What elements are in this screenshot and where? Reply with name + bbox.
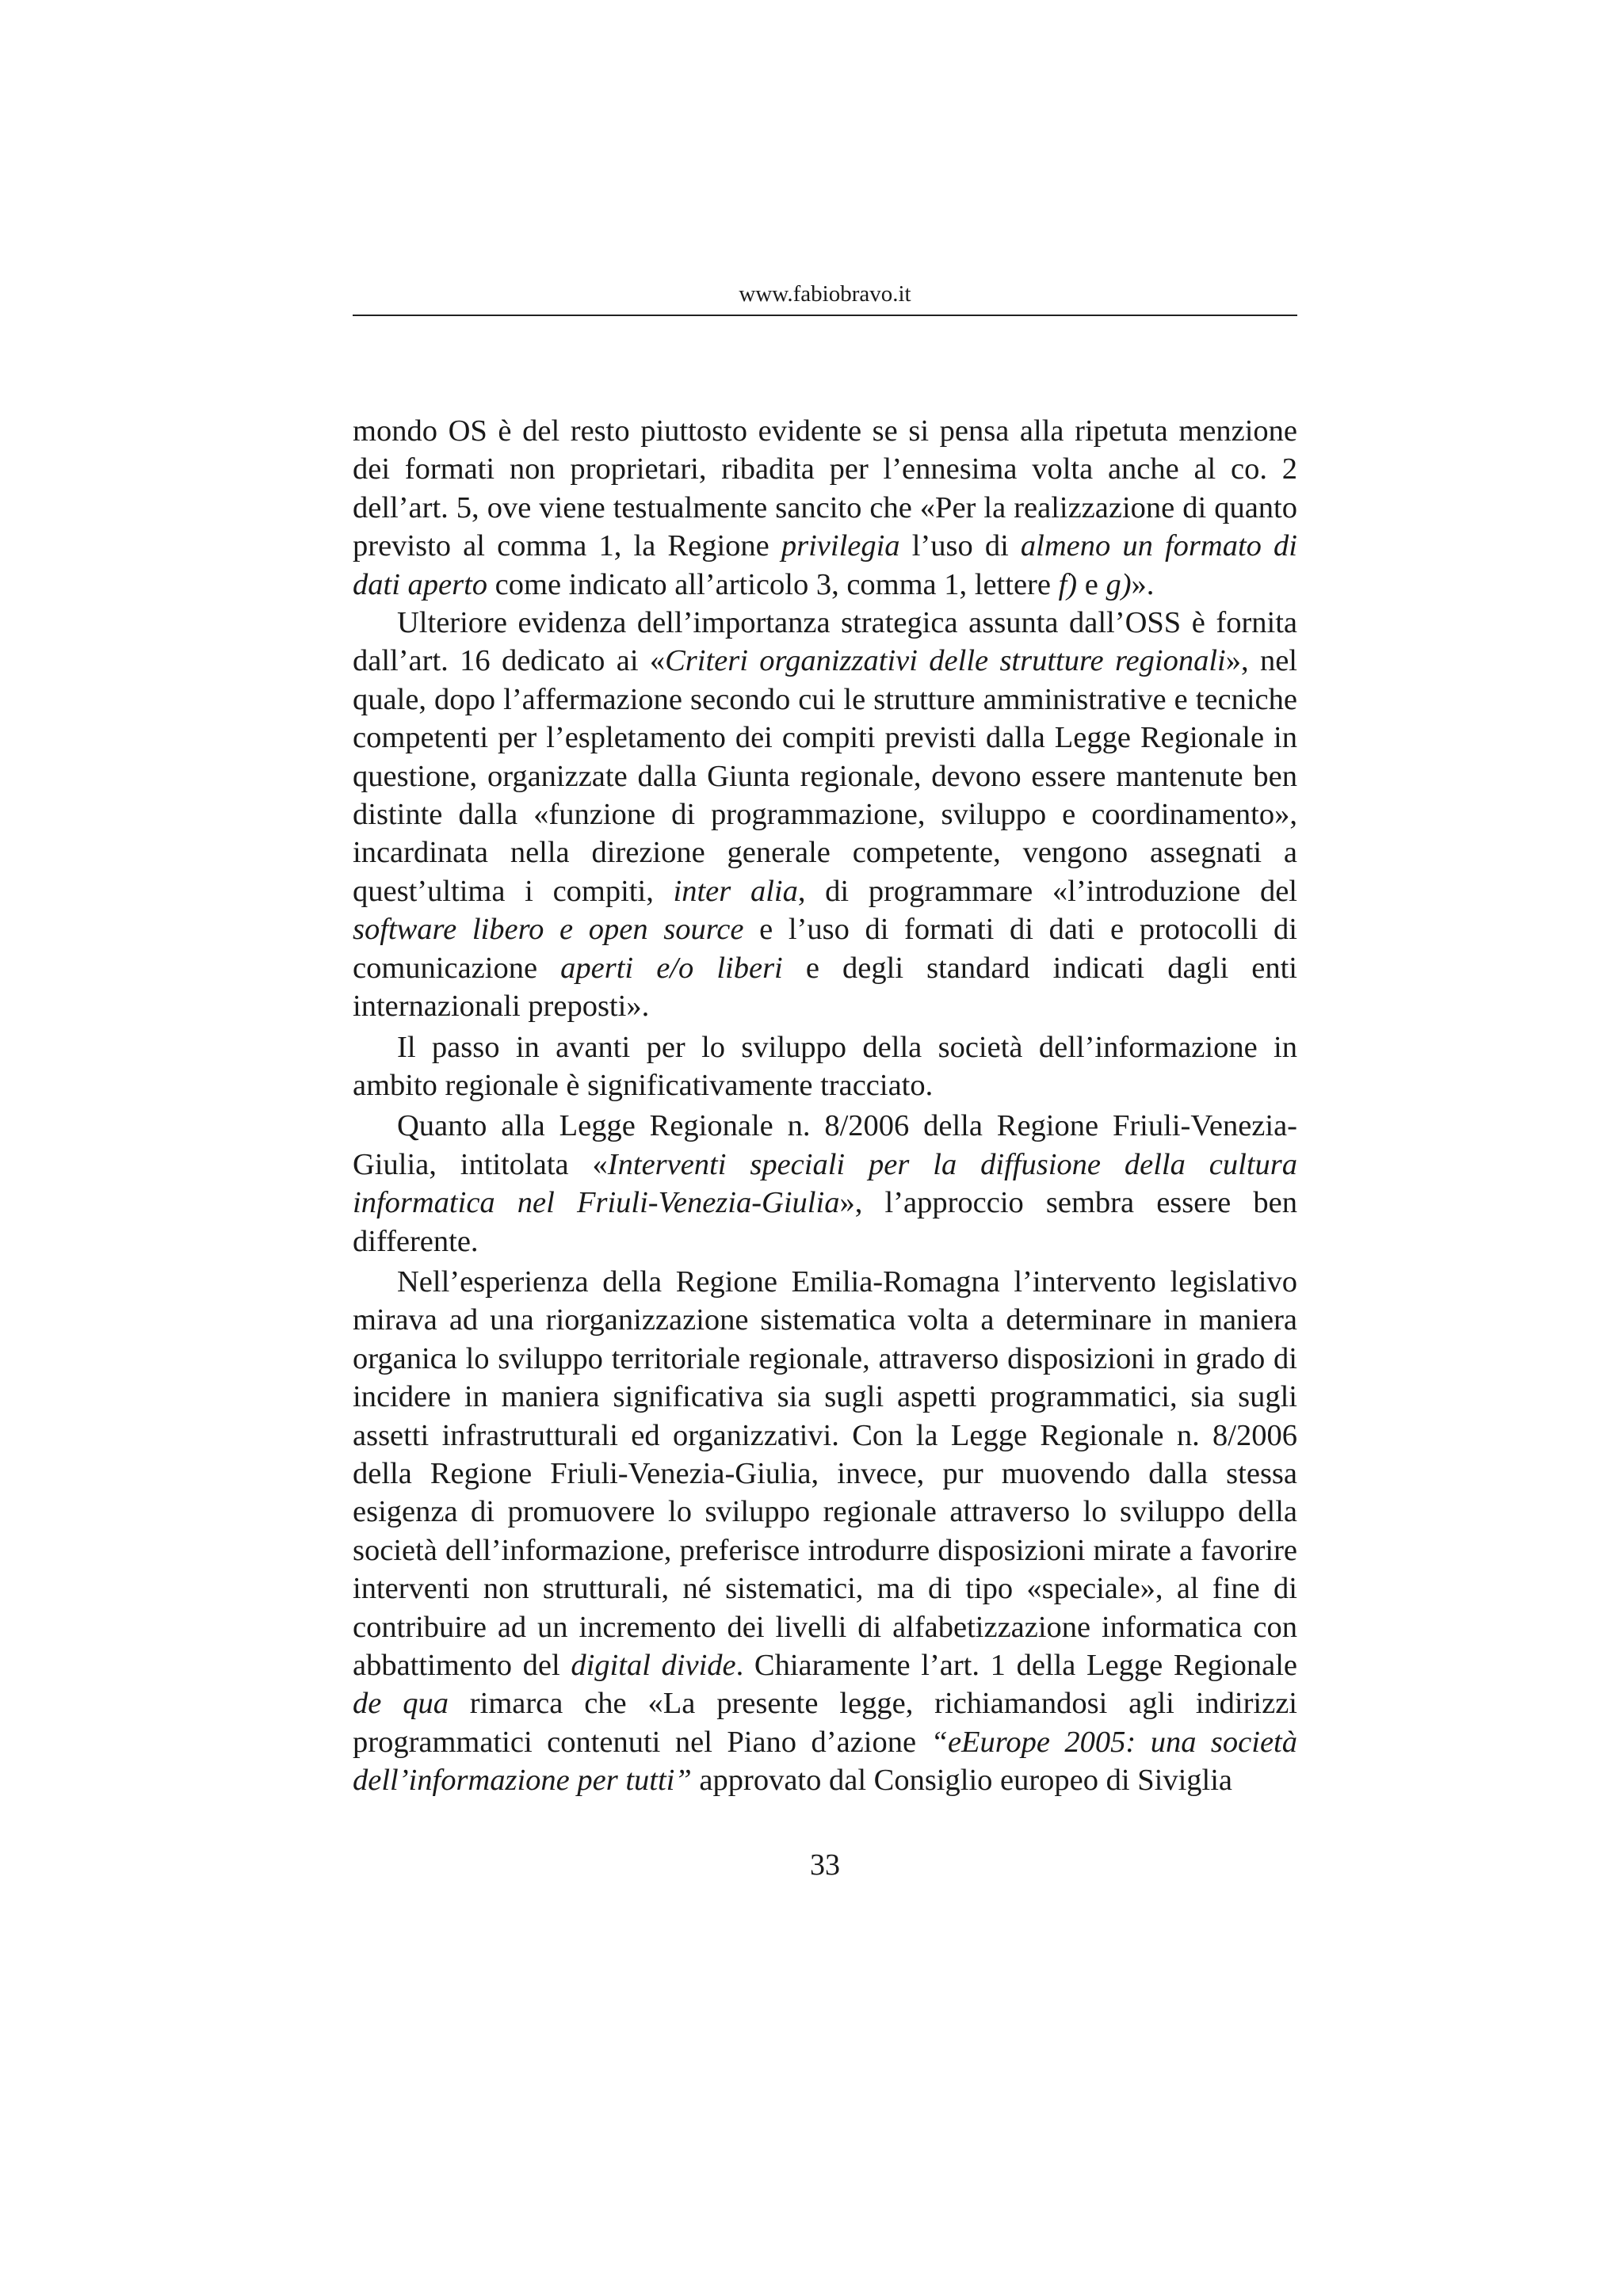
text-run: come indicato all’articolo 3, comma 1, lettere bbox=[487, 567, 1059, 601]
text-run: rimarca che «La presente legge, richiamandosi agli indirizzi programmatici contenuti nel Piano d’azione bbox=[353, 1687, 1297, 1759]
italic-run: f) bbox=[1058, 567, 1078, 601]
italic-run: g) bbox=[1106, 567, 1132, 601]
text-run: , di programmare «l’introduzione del bbox=[797, 874, 1297, 908]
text-run: », nel quale, dopo l’affermazione secondo cui le strutture amministrative e tecniche competenti per l’espletamento dei compiti previsti dalla Legge Regionale in questione, organizzate dalla Giunta regionale, devono essere mantenute ben distinte dalla «funzione di programmazione, sviluppo e coordinamento», incardinata nella direzione generale competente, vengono assegnati a quest’ultima i compiti, bbox=[353, 644, 1297, 908]
text-run: », l’approccio sembra essere ben differente. bbox=[353, 1186, 1297, 1258]
page-number: 33 bbox=[810, 1848, 840, 1882]
italic-run: “eEurope 2005: una società dell’informazione per tutti” bbox=[353, 1725, 1297, 1798]
running-header-website: www.fabiobravo.it bbox=[739, 281, 911, 307]
text-run: . Chiaramente l’art. 1 della Legge Regionale bbox=[735, 1649, 1297, 1682]
text-run: l’uso di bbox=[899, 529, 1021, 563]
text-run: Quanto alla Legge Regionale n. 8/2006 della Regione Friuli-Venezia-Giulia, intitolata « bbox=[353, 1109, 1297, 1181]
italic-run: almeno un formato di dati aperto bbox=[353, 529, 1297, 601]
italic-run: digital divide bbox=[571, 1649, 736, 1682]
paragraph-4 bbox=[353, 1107, 1297, 1261]
text-run: e degli standard indicati dagli enti internazionali preposti». bbox=[353, 951, 1298, 1024]
text-run: mondo OS è del resto piuttosto evidente se si pensa alla ripetuta menzione dei formati non proprietari, ribadita per l’ennesima volta anche al co. 2 dell’art. 5, ove viene testualmente sancito che «Per la realizzazione di quanto previsto al comma 1, la Regione bbox=[353, 414, 1297, 563]
text-run: approvato dal Consiglio europeo di Siviglia bbox=[691, 1764, 1232, 1798]
paragraph-3 bbox=[353, 1028, 1297, 1105]
text-run: Nell’esperienza della Regione Emilia-Romagna l’intervento legislativo mirava ad una riorganizzazione sistematica volta a determinare in maniera organica lo sviluppo territoriale regionale, attraverso disposizioni in grado di incidere in maniera significativa sia sugli aspetti programmatici, sia sugli assetti infrastrutturali ed organizzativi. Con la Legge Regionale n. 8/2006 della Regione Friuli-Venezia-Giulia, invece, pur muovendo dalla stessa esigenza di promuovere lo sviluppo regionale attraverso lo sviluppo della società dell’informazione, preferisce introdurre disposizioni mirate a favorire interventi non strutturali, né sistematici, ma di tipo «speciale», al fine di contribuire ad un incremento dei livelli di alfabetizzazione informatica con abbattimento del bbox=[353, 1264, 1297, 1682]
italic-run: de qua bbox=[353, 1687, 449, 1721]
italic-run: inter alia bbox=[673, 874, 798, 908]
text-run: ». bbox=[1131, 567, 1155, 601]
italic-run: aperti e/o liberi bbox=[560, 951, 783, 985]
paragraph-1 bbox=[353, 412, 1297, 604]
italic-run: Interventi speciali per la diffusione della cultura informatica nel Friuli-Venezia-Giulia bbox=[353, 1147, 1297, 1220]
text-run: e bbox=[1077, 567, 1106, 601]
text-run: Il passo in avanti per lo sviluppo della società dell’informazione in ambito regionale è significativamente tracciato. bbox=[353, 1030, 1297, 1102]
italic-run: software libero e open source bbox=[353, 913, 744, 947]
text-run: e l’uso di formati di dati e protocolli di comunicazione bbox=[353, 913, 1298, 985]
italic-run: privilegia bbox=[781, 529, 900, 563]
header-rule bbox=[353, 315, 1297, 316]
paragraph-5 bbox=[353, 1263, 1297, 1800]
text-run: Ulteriore evidenza dell’importanza strategica assunta dall’OSS è fornita dall’art. 16 dedicato ai « bbox=[353, 606, 1297, 678]
paragraph-2 bbox=[353, 604, 1297, 1025]
italic-run: Criteri organizzativi delle strutture regionali bbox=[665, 644, 1226, 678]
body-text bbox=[353, 412, 1297, 1800]
